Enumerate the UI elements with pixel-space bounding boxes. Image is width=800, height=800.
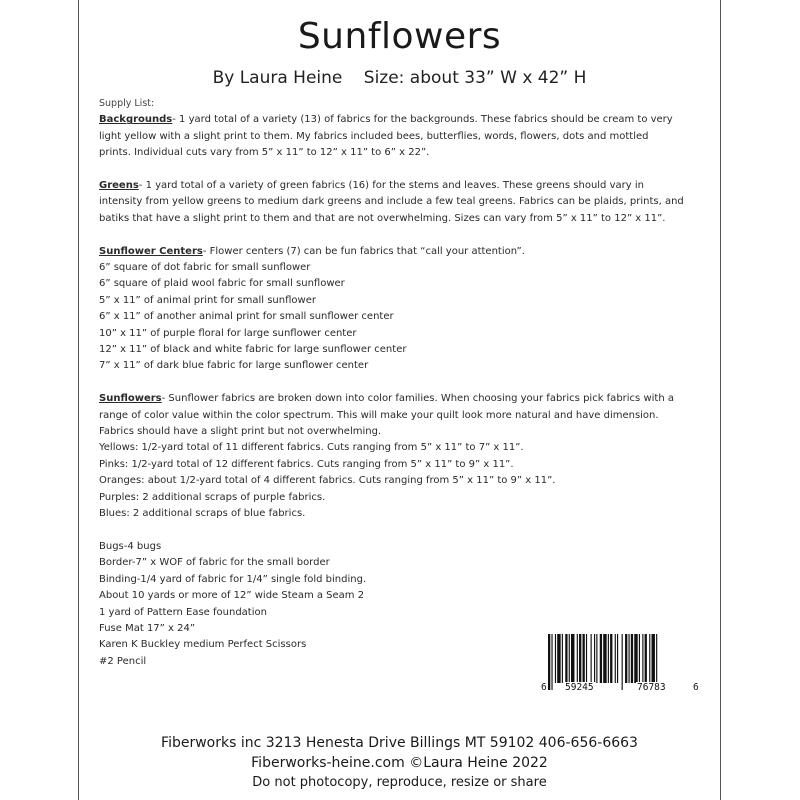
sunflowers-item: Purples: 2 additional scraps of purple fabrics. [99, 491, 326, 503]
barcode-first-digit: 6 [541, 682, 547, 693]
barcode-bar [600, 634, 602, 683]
sunflowers-text: range of color value within the color spectrum. This will make your quilt look more natural and have dimension. [99, 409, 659, 421]
footer-website: Fiberworks-heine.com ©Laura Heine 2022 [251, 755, 548, 771]
barcode-bar [586, 634, 587, 683]
barcode-bar [634, 634, 637, 683]
barcode-bar [617, 634, 618, 683]
barcode-numbers [540, 682, 702, 696]
barcode-bar [629, 634, 630, 683]
supply-list-label: Supply List: [99, 98, 155, 109]
backgrounds-text: prints. Individual cuts vary from 5” x 11” to 12” x 11” to 6” x 22”. [99, 147, 430, 159]
sunflowers-line [99, 391, 703, 407]
sunflowers-item: Pinks: 1/2-yard total of 12 different fabrics. Cuts ranging from 5” x 11” to 9” x 11”. [99, 458, 514, 470]
greens-heading: Greens [99, 180, 139, 192]
backgrounds-text: light yellow with a slight print to them. My fabrics included bees, butterflies, words, flowers, dots and mottled [99, 130, 649, 142]
barcode-bar [631, 634, 633, 683]
centers-item: 10” x 11” of purple floral for large sunflower center [99, 327, 357, 339]
backgrounds-text: - 1 yard total of a variety (13) of fabrics for the backgrounds. These fabrics should be cream to very [172, 114, 673, 126]
spacer [99, 162, 703, 178]
barcode-left-group: 59245 [565, 682, 594, 693]
spacer [99, 523, 703, 539]
barcode-bar [571, 634, 574, 683]
footer-address: Fiberworks inc 3213 Henesta Drive Billings MT 59102 406-656-6663 [161, 735, 638, 751]
spacer [99, 227, 703, 243]
barcode-bar [625, 634, 627, 683]
barcode-bar [562, 634, 563, 683]
barcode-bar [649, 634, 650, 683]
misc-item: Bugs-4 bugs [99, 540, 162, 552]
barcode-bar [565, 634, 567, 683]
barcode-bar [608, 634, 609, 683]
barcode-bar [583, 634, 585, 683]
centers-item: 6” square of plaid wool fabric for small sunflower [99, 278, 345, 290]
supply-list [99, 96, 703, 670]
greens-text: - 1 yard total of a variety of green fabrics (16) for the stems and leaves. These greens should vary in [138, 180, 644, 192]
barcode-bar [652, 634, 655, 683]
centers-heading: Sunflower Centers [99, 245, 203, 257]
greens-text: batiks that have a slight print to them and that are not overwhelming. Sizes can vary from 5” x 11” to 12” x 11”. [99, 212, 666, 224]
misc-item: Binding-1/4 yard of fabric for 1/4” single fold binding. [99, 573, 367, 585]
sunflowers-heading: Sunflowers [99, 393, 162, 405]
barcode-right-group: 76783 [637, 682, 666, 693]
centers-item: 6” square of dot fabric for small sunflower [99, 262, 311, 274]
spacer [99, 375, 703, 391]
barcode-bar [557, 634, 560, 683]
misc-item: Karen K Buckley medium Perfect Scissors [99, 639, 307, 651]
greens-line [99, 178, 703, 194]
misc-item: 1 yard of Pattern Ease foundation [99, 606, 267, 618]
barcode-bar [603, 634, 606, 683]
barcode-last-digit: 6 [693, 682, 699, 693]
barcode-bar [591, 634, 592, 683]
misc-item: Border-7” x WOF of fabric for the small border [99, 557, 330, 569]
centers-line [99, 244, 703, 260]
backgrounds-heading: Backgrounds [99, 114, 173, 126]
quilt-size: Size: about 33” W x 42” H [363, 68, 587, 88]
footer-notice: Do not photocopy, reproduce, resize or share [252, 775, 547, 790]
greens-text: intensity from yellow greens to medium dark greens and include a few teal greens. Fabrics can be plaids, prints, and [99, 196, 684, 208]
sunflowers-text: - Sunflower fabrics are broken down into color families. When choosing your fabrics pick fabrics with a [161, 393, 674, 405]
byline [79, 68, 720, 88]
barcode-bar [577, 634, 578, 683]
misc-item: About 10 yards or more of 12” wide Steam a Seam 2 [99, 590, 365, 602]
barcode-bar [639, 634, 640, 683]
centers-text: - Flower centers (7) can be fun fabrics that “call your attention”. [202, 245, 525, 257]
misc-item: Fuse Mat 17” x 24” [99, 622, 196, 634]
barcode-bar [645, 634, 647, 683]
author: By Laura Heine [212, 68, 343, 88]
sunflowers-item: Oranges: about 1/2-yard total of 4 different fabrics. Cuts ranging from 5” x 11” to 9” x 11”. [99, 475, 556, 487]
barcode-bar [555, 634, 556, 683]
centers-item: 12” x 11” of black and white fabric for large sunflower center [99, 344, 407, 356]
barcode-bar [569, 634, 570, 683]
centers-item: 6” x 11” of another animal print for small sunflower center [99, 311, 394, 323]
barcode-bar [610, 634, 612, 683]
misc-item: #2 Pencil [99, 655, 147, 667]
centers-item: 5” x 11” of animal print for small sunflower [99, 294, 316, 306]
upc-barcode [540, 634, 702, 696]
barcode-bar [656, 634, 657, 683]
barcode-bar [615, 634, 616, 683]
sunflowers-item: Yellows: 1/2-yard total of 11 different fabrics. Cuts ranging from 5” x 11” to 7” x 11”. [99, 442, 524, 454]
page-title: Sunflowers [297, 16, 502, 57]
barcode-bar [596, 634, 597, 683]
backgrounds-line [99, 112, 703, 128]
centers-item: 7” x 11” of dark blue fabric for large sunflower center [99, 360, 369, 372]
sunflowers-item: Blues: 2 additional scraps of blue fabrics. [99, 508, 306, 520]
barcode-bar [594, 634, 595, 683]
pattern-sheet [78, 0, 721, 800]
barcode-bar [579, 634, 581, 683]
sunflowers-text: Fabrics should have a slight print but not overwhelming. [99, 426, 382, 438]
barcode-bar [642, 634, 643, 683]
